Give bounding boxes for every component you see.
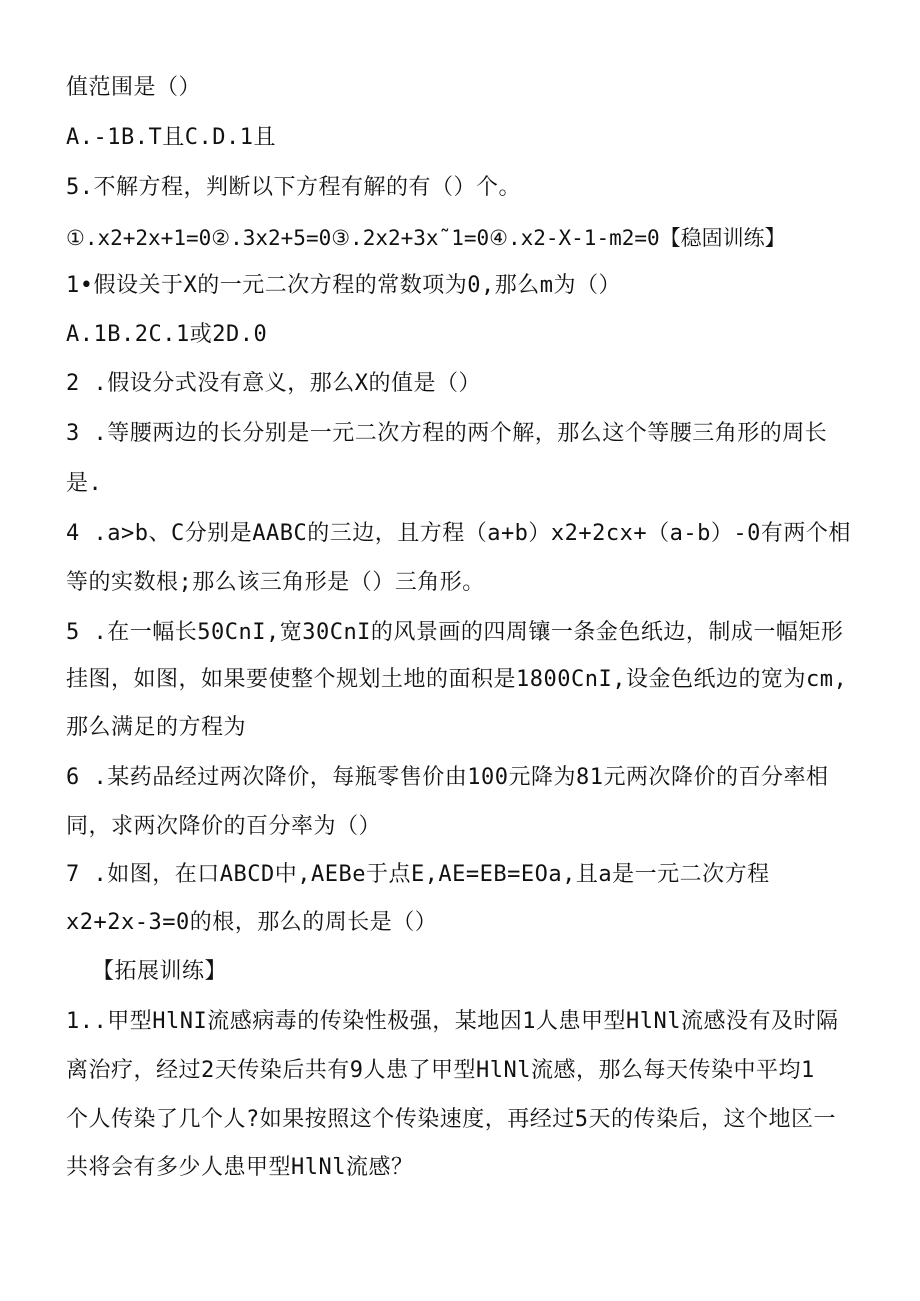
- text-line: 5 .在一幅长50CnI,宽30CnI的风景画的四周镶一条金色纸边，制成一幅矩形: [66, 620, 844, 645]
- text-line: 挂图，如图，如果要使整个规划土地的面积是1800CnI,设金色纸边的宽为cm,: [66, 667, 848, 692]
- text-line: 等的实数根;那么该三角形是（）三角形。: [66, 570, 485, 595]
- text-line: 6 .某药品经过两次降价，每瓶零售价由100元降为81元两次降价的百分率相: [66, 765, 829, 790]
- text-line: 4 .a>b、C分别是AABC的三边，且方程（a+b）x2+2cx+（a-b）-0有两个相: [66, 521, 851, 546]
- text-line: 个人传染了几个人?如果按照这个传染速度，再经过5天的传染后，这个地区一: [66, 1107, 836, 1132]
- text-line: x2+2x-3=0的根，那么的周长是（）: [66, 910, 438, 935]
- text-line: 3 .等腰两边的长分别是一元二次方程的两个解，那么这个等腰三角形的周长: [66, 421, 828, 446]
- text-line: 5.不解方程，判断以下方程有解的有（）个。: [66, 175, 521, 200]
- text-line: 值范围是（）: [66, 75, 202, 100]
- section-heading: 【拓展训练】: [92, 959, 228, 984]
- text-line: A.-1B.T且C.D.1且: [66, 125, 276, 150]
- text-line: 共将会有多少人患甲型HlNl流感？: [66, 1155, 414, 1180]
- text-line: 那么满足的方程为: [66, 715, 247, 740]
- text-line: 同，求两次降价的百分率为（）: [66, 814, 382, 839]
- text-line: A.1B.2C.1或2D.0: [66, 322, 268, 347]
- text-line: 是.: [66, 471, 103, 496]
- text-line: 7 .如图，在口ABCD中,AEBe于点E,AE=EB=EOa,且a是一元二次方程: [66, 862, 770, 887]
- text-line: 2 .假设分式没有意义，那么X的值是（）: [66, 371, 481, 396]
- text-line: ①.x2+2x+1=0②.3x2+5=0③.2x2+3x˜1=0④.x2-X-1-m2=0【稳固训练】: [66, 226, 786, 250]
- text-line: 1..甲型HlNI流感病毒的传染性极强，某地因1人患甲型HlNl流感没有及时隔: [66, 1009, 839, 1034]
- text-line: 1•假设关于X的一元二次方程的常数项为0,那么m为（）: [66, 273, 621, 298]
- text-line: 离治疗，经过2天传染后共有9人患了甲型HlNl流感，那么每天传染中平均1: [66, 1058, 815, 1083]
